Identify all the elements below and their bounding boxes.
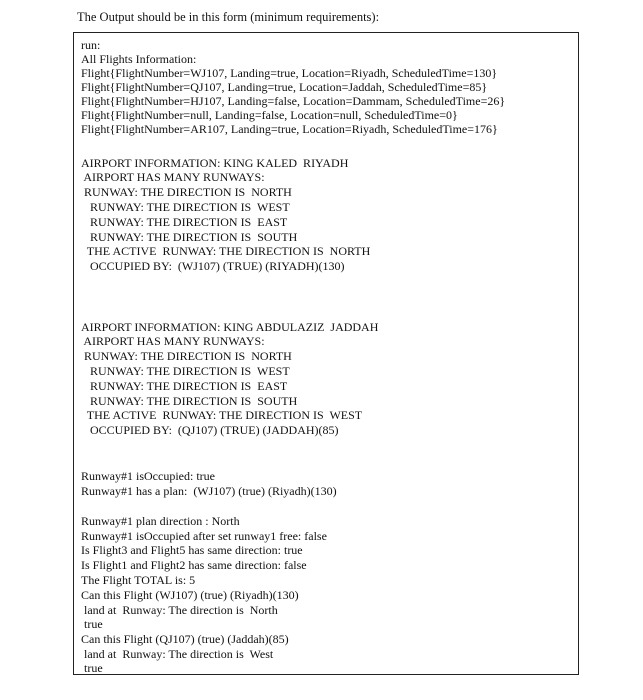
flight-line: Flight{FlightNumber=WJ107, Landing=true, Location=Riyadh, ScheduledTime=130} [81,66,498,80]
runway-direction-line: RUNWAY: THE DIRECTION IS SOUTH [81,230,298,244]
runway-direction-line: RUNWAY: THE DIRECTION IS SOUTH [81,394,298,408]
run-label: run: [81,38,101,52]
result-line: Runway#1 isOccupied after set runway1 free: false [81,529,327,543]
result-line: Is Flight1 and Flight2 has same direction: false [81,558,307,572]
flight-line: Flight{FlightNumber=HJ107, Landing=false, Location=Dammam, ScheduledTime=26} [81,94,506,108]
airport-many-runways-line: AIRPORT HAS MANY RUNWAYS: [81,170,265,184]
result-line: land at Runway: The direction is North [81,603,278,617]
all-flights-header: All Flights Information: [81,52,197,66]
runway-direction-line: RUNWAY: THE DIRECTION IS EAST [81,215,288,229]
active-runway-line: THE ACTIVE RUNWAY: THE DIRECTION IS NORTH [81,244,371,258]
runway-check-line: Runway#1 has a plan: (WJ107) (true) (Riyadh)(130) [81,484,337,498]
result-line: The Flight TOTAL is: 5 [81,573,196,587]
result-line: Runway#1 plan direction : North [81,514,240,528]
runway-direction-line: RUNWAY: THE DIRECTION IS NORTH [81,185,292,199]
airport-info-line: AIRPORT INFORMATION: KING KALED RIYADH [81,156,349,170]
occupied-by-line: OCCUPIED BY: (QJ107) (TRUE) (JADDAH)(85) [81,423,339,437]
runway-direction-line: RUNWAY: THE DIRECTION IS NORTH [81,349,292,363]
runway-direction-line: RUNWAY: THE DIRECTION IS WEST [81,200,290,214]
occupied-by-line: OCCUPIED BY: (WJ107) (TRUE) (RIYADH)(130) [81,259,345,273]
runway-direction-line: RUNWAY: THE DIRECTION IS EAST [81,379,288,393]
flight-line: Flight{FlightNumber=QJ107, Landing=true, Location=Jaddah, ScheduledTime=85} [81,80,488,94]
result-line: land at Runway: The direction is West [81,647,274,661]
active-runway-line: THE ACTIVE RUNWAY: THE DIRECTION IS WEST [81,408,363,422]
result-line: true [81,661,103,675]
result-line: Can this Flight (WJ107) (true) (Riyadh)(130) [81,588,299,602]
result-line: Is Flight3 and Flight5 has same direction: true [81,543,303,557]
airport-many-runways-line: AIRPORT HAS MANY RUNWAYS: [81,334,265,348]
flight-line: Flight{FlightNumber=null, Landing=false, Location=null, ScheduledTime=0} [81,108,458,122]
runway-direction-line: RUNWAY: THE DIRECTION IS WEST [81,364,290,378]
flight-line: Flight{FlightNumber=AR107, Landing=true, Location=Riyadh, ScheduledTime=176} [81,122,498,136]
result-line: Can this Flight (QJ107) (true) (Jaddah)(85) [81,632,289,646]
runway-check-line: Runway#1 isOccupied: true [81,469,215,483]
assignment-heading: The Output should be in this form (minimum requirements): [77,10,380,24]
result-line: true [81,617,103,631]
airport-info-line: AIRPORT INFORMATION: KING ABDULAZIZ JADDAH [81,320,379,334]
